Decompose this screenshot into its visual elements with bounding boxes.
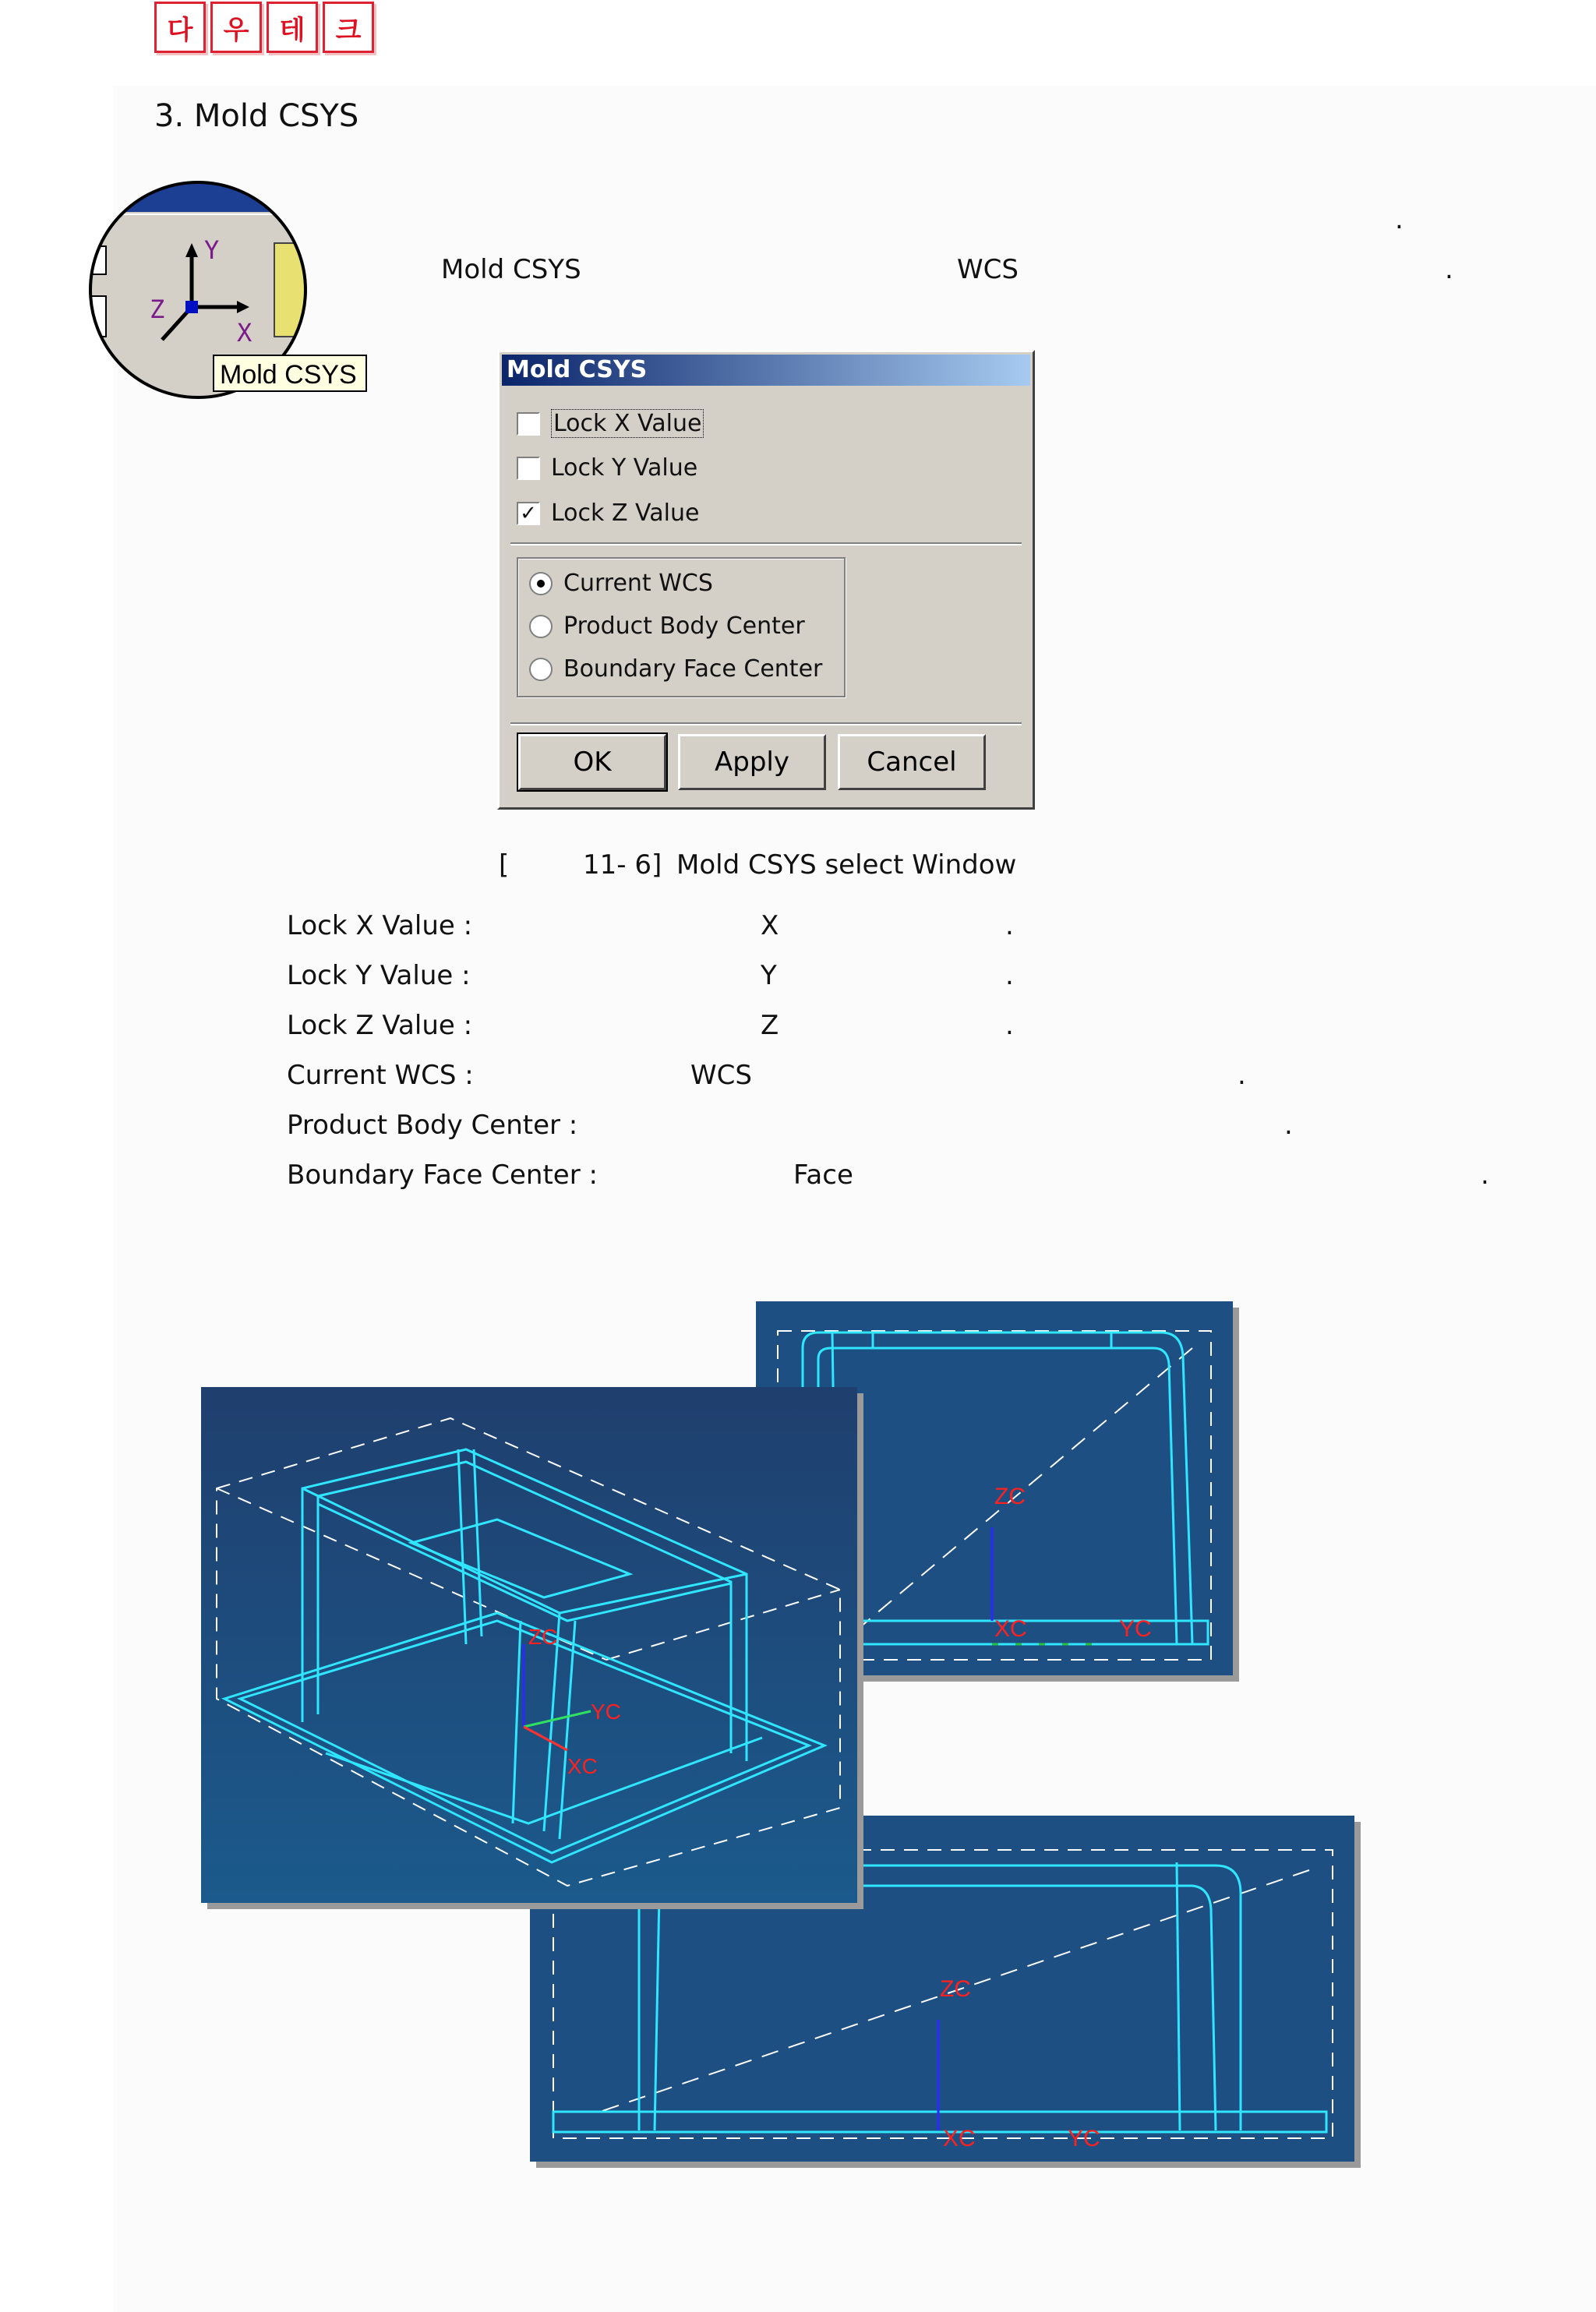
logo-char: 크 — [323, 2, 374, 53]
axis-x-label: X — [237, 318, 252, 348]
xc-label: XC — [567, 1754, 598, 1778]
checkbox-box[interactable] — [517, 457, 540, 480]
ok-button[interactable]: OK — [518, 734, 666, 790]
definition-end: . — [1005, 960, 1014, 991]
zc-label: ZC — [528, 1625, 558, 1649]
divider — [510, 722, 1022, 725]
definition-key: Face — [793, 1160, 853, 1191]
tooltip-label: Mold CSYS — [220, 360, 357, 390]
lock-z-checkbox[interactable] — [517, 499, 699, 527]
intro-term-wcs: WCS — [957, 254, 1019, 285]
lock-z-label: Lock Z Value — [551, 499, 700, 527]
caption-number: 11- 6] — [583, 849, 662, 881]
definition-key: WCS — [690, 1060, 752, 1091]
axis-y-label: Y — [204, 235, 220, 265]
checkmark-icon: ✓ — [520, 501, 537, 525]
product-body-center-radio[interactable] — [529, 612, 805, 640]
definition-end: . — [1005, 910, 1014, 941]
radio-dot[interactable] — [529, 572, 553, 595]
lock-x-checkbox[interactable] — [517, 409, 704, 438]
isometric-view-panel — [201, 1387, 857, 1903]
xc-label: XC — [994, 1616, 1027, 1642]
definition-term: Lock Z Value : — [287, 1010, 473, 1041]
dialog-title: Mold CSYS — [502, 355, 1030, 386]
xc-label: XC — [943, 2126, 976, 2151]
logo-char: 다 — [154, 2, 206, 53]
definition-key: X — [761, 910, 779, 941]
mold-csys-toolbar-zoom — [87, 165, 383, 422]
lock-y-label: Lock Y Value — [551, 454, 698, 482]
definition-term: Current WCS : — [287, 1060, 474, 1091]
definition-end: . — [1481, 1160, 1489, 1191]
logo-char: 우 — [210, 2, 262, 53]
origin-option-group — [517, 557, 846, 697]
definition-key: Y — [761, 960, 777, 991]
company-logo — [154, 2, 374, 53]
yc-label: YC — [1119, 1616, 1152, 1642]
definition-term: Lock X Value : — [287, 910, 473, 941]
caption-text: Mold CSYS select Window — [676, 849, 1017, 881]
mold-csys-dialog — [497, 350, 1035, 810]
checkbox-box[interactable] — [517, 412, 540, 436]
definition-key: Z — [761, 1010, 779, 1041]
definition-end: . — [1238, 1060, 1246, 1091]
lock-y-checkbox[interactable] — [517, 454, 697, 482]
definition-term: Boundary Face Center : — [287, 1160, 598, 1191]
caption-bracket: [ — [499, 849, 510, 881]
definition-term: Lock Y Value : — [287, 960, 471, 991]
logo-char: 테 — [267, 2, 318, 53]
boundary-face-center-radio[interactable] — [529, 655, 822, 683]
lock-x-label: Lock X Value — [551, 409, 704, 438]
axis-z-label: Z — [150, 295, 165, 324]
yc-label: YC — [1068, 2126, 1100, 2151]
current-wcs-radio[interactable] — [529, 570, 713, 597]
divider — [510, 542, 1022, 545]
definition-end: . — [1284, 1110, 1293, 1141]
cancel-button[interactable]: Cancel — [838, 734, 986, 790]
section-title: 3. Mold CSYS — [154, 98, 359, 134]
checkbox-box[interactable] — [517, 502, 540, 525]
intro-line1-end: . — [1395, 204, 1404, 235]
zc-label: ZC — [940, 1976, 971, 2002]
intro-term-mold-csys: Mold CSYS — [441, 254, 581, 285]
radio-dot[interactable] — [529, 658, 553, 681]
intro-line2-end: . — [1445, 254, 1453, 285]
boundary-face-center-label: Boundary Face Center — [563, 655, 823, 683]
product-body-center-label: Product Body Center — [563, 612, 805, 640]
yc-label: YC — [591, 1700, 621, 1724]
definition-end: . — [1005, 1010, 1014, 1041]
current-wcs-label: Current WCS — [563, 570, 713, 597]
definition-term: Product Body Center : — [287, 1110, 578, 1141]
apply-button[interactable]: Apply — [678, 734, 826, 790]
zc-label: ZC — [994, 1484, 1026, 1509]
radio-dot[interactable] — [529, 615, 553, 638]
